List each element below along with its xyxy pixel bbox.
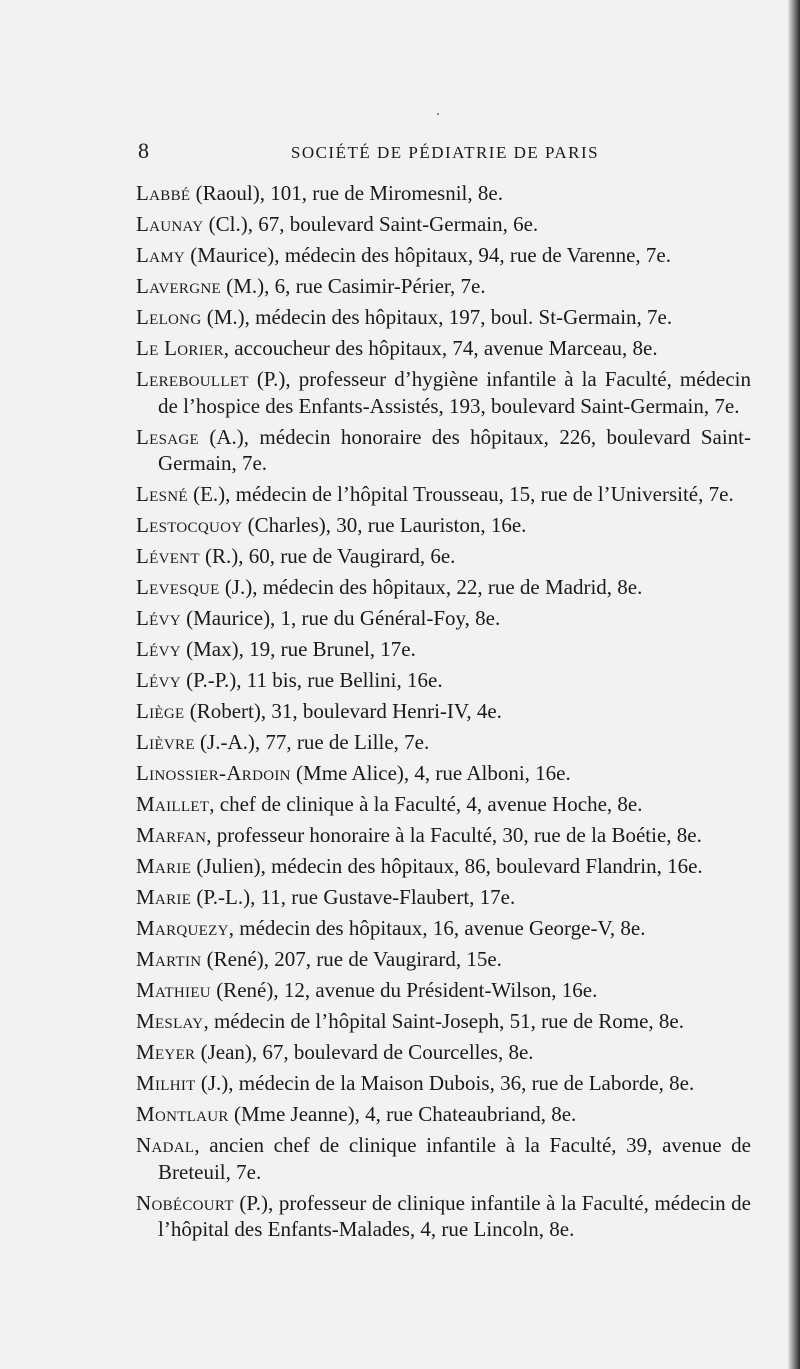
member-name: Martin [136, 947, 202, 971]
member-details: (Robert), 31, boulevard Henri-IV, 4e. [184, 699, 502, 723]
member-details: (M.), 6, rue Casimir-Périer, 7e. [220, 274, 486, 298]
member-details: (A.), médecin honoraire des hôpitaux, 226, boulevard Saint-Germain, 7e. [158, 424, 751, 475]
member-entry [136, 946, 751, 973]
member-entry [136, 366, 751, 419]
member-details: (René), 207, rue de Vaugirard, 15e. [201, 947, 502, 971]
member-entry [136, 574, 751, 601]
member-details: (Maurice), 1, rue du Général-Foy, 8e. [180, 606, 501, 630]
member-name: Levesque [136, 575, 220, 599]
member-details: (Jean), 67, boulevard de Courcelles, 8e. [195, 1040, 534, 1064]
member-name: Labbé [136, 181, 191, 205]
member-entry [136, 273, 751, 300]
member-name: Lelong [136, 305, 202, 329]
member-entry [136, 1101, 751, 1128]
page-number: 8 [138, 138, 149, 163]
member-details: (Raoul), 101, rue de Miromesnil, 8e. [190, 181, 503, 205]
member-entry [136, 512, 751, 539]
member-entry [136, 424, 751, 477]
member-details: (P.), professeur d’hygiène infantile à la Faculté, médecin de l’hospice des Enfants-Assistés, 193, boulevard Saint-Germain, 7e. [158, 367, 751, 418]
member-details: (P.-L.), 11, rue Gustave-Flaubert, 17e. [191, 885, 516, 909]
member-entry [136, 698, 751, 725]
member-name: Lereboullet [136, 367, 249, 391]
member-name: Milhit [136, 1071, 196, 1095]
member-entry [136, 605, 751, 632]
member-details: (Cl.), 67, boulevard Saint-Germain, 6e. [203, 212, 539, 236]
member-name: Lévy [136, 606, 181, 630]
member-details: , chef de clinique à la Faculté, 4, avenue Hoche, 8e. [209, 792, 643, 816]
member-entry [136, 884, 751, 911]
member-details: (R.), 60, rue de Vaugirard, 6e. [199, 544, 456, 568]
member-entry [136, 335, 751, 362]
member-name: Meyer [136, 1040, 196, 1064]
member-details: (J.), médecin de la Maison Dubois, 36, rue de Laborde, 8e. [195, 1071, 695, 1095]
member-details: (Mme Jeanne), 4, rue Chateaubriand, 8e. [228, 1102, 577, 1126]
member-entry [136, 1008, 751, 1035]
member-name: Linossier-Ardoin [136, 761, 291, 785]
member-entry [136, 242, 751, 269]
member-details: (P.-P.), 11 bis, rue Bellini, 16e. [180, 668, 443, 692]
member-name: Lesné [136, 482, 188, 506]
print-speck [437, 113, 439, 115]
member-details: , accoucheur des hôpitaux, 74, avenue Marceau, 8e. [223, 336, 658, 360]
member-details: (Maurice), médecin des hôpitaux, 94, rue de Varenne, 7e. [185, 243, 671, 267]
member-details: (Julien), médecin des hôpitaux, 86, boulevard Flandrin, 16e. [191, 854, 703, 878]
member-details: (Max), 19, rue Brunel, 17e. [180, 637, 416, 661]
member-entry [136, 543, 751, 570]
member-name: Marie [136, 885, 192, 909]
member-name: Montlaur [136, 1102, 229, 1126]
member-details: (Charles), 30, rue Lauriston, 16e. [242, 513, 527, 537]
member-name: Mathieu [136, 978, 211, 1002]
member-entry [136, 822, 751, 849]
running-title: SOCIÉTÉ DE PÉDIATRIE DE PARIS [290, 143, 600, 162]
member-entry [136, 481, 751, 508]
member-details: (E.), médecin de l’hôpital Trousseau, 15, rue de l’Université, 7e. [187, 482, 734, 506]
member-name: Lévent [136, 544, 200, 568]
member-name: Nadal [136, 1133, 195, 1157]
page-edge-shadow [788, 0, 800, 1369]
member-entry [136, 760, 751, 787]
member-details: , professeur honoraire à la Faculté, 30, rue de la Boétie, 8e. [206, 823, 702, 847]
member-name: Lamy [136, 243, 186, 267]
member-details: (René), 12, avenue du Président-Wilson, 16e. [210, 978, 598, 1002]
member-list [136, 180, 751, 1247]
member-name: Lévy [136, 637, 181, 661]
member-details: (Mme Alice), 4, rue Alboni, 16e. [290, 761, 571, 785]
member-entry [136, 915, 751, 942]
member-name: Marquezy [136, 916, 229, 940]
member-name: Meslay [136, 1009, 204, 1033]
member-details: , ancien chef de clinique infantile à la Faculté, 39, avenue de Breteuil, 7e. [158, 1133, 751, 1184]
member-details: (J.-A.), 77, rue de Lille, 7e. [194, 730, 430, 754]
member-entry [136, 211, 751, 238]
member-name: Lavergne [136, 274, 221, 298]
member-name: Marie [136, 854, 192, 878]
member-entry [136, 304, 751, 331]
member-entry [136, 1132, 751, 1185]
member-name: Lièvre [136, 730, 195, 754]
member-details: (M.), médecin des hôpitaux, 197, boul. St-Germain, 7e. [201, 305, 673, 329]
member-name: Nobécourt [136, 1190, 234, 1215]
member-name: Liège [136, 699, 185, 723]
member-entry [136, 667, 751, 694]
member-entry [136, 729, 751, 756]
member-name: Le Lorier [136, 336, 224, 360]
member-entry [136, 977, 751, 1004]
member-details: (P.), professeur de clinique infantile à la Faculté, médecin de l’hôpital des Enfants-Malades, 4, rue Lincoln, 8e. [158, 1190, 751, 1241]
member-entry [136, 791, 751, 818]
member-name: Maillet [136, 792, 210, 816]
member-entry [136, 1190, 751, 1243]
member-entry [136, 1070, 751, 1097]
member-name: Launay [136, 212, 204, 236]
member-name: Lévy [136, 668, 181, 692]
member-details: , médecin des hôpitaux, 16, avenue George-V, 8e. [228, 916, 646, 940]
member-entry [136, 180, 751, 207]
member-name: Lestocquoy [136, 513, 243, 537]
member-name: Marfan [136, 823, 207, 847]
member-details: (J.), médecin des hôpitaux, 22, rue de Madrid, 8e. [219, 575, 643, 599]
member-entry [136, 1039, 751, 1066]
member-details: , médecin de l’hôpital Saint-Joseph, 51, rue de Rome, 8e. [203, 1009, 684, 1033]
member-name: Lesage [136, 424, 199, 449]
member-entry [136, 636, 751, 663]
member-entry [136, 853, 751, 880]
